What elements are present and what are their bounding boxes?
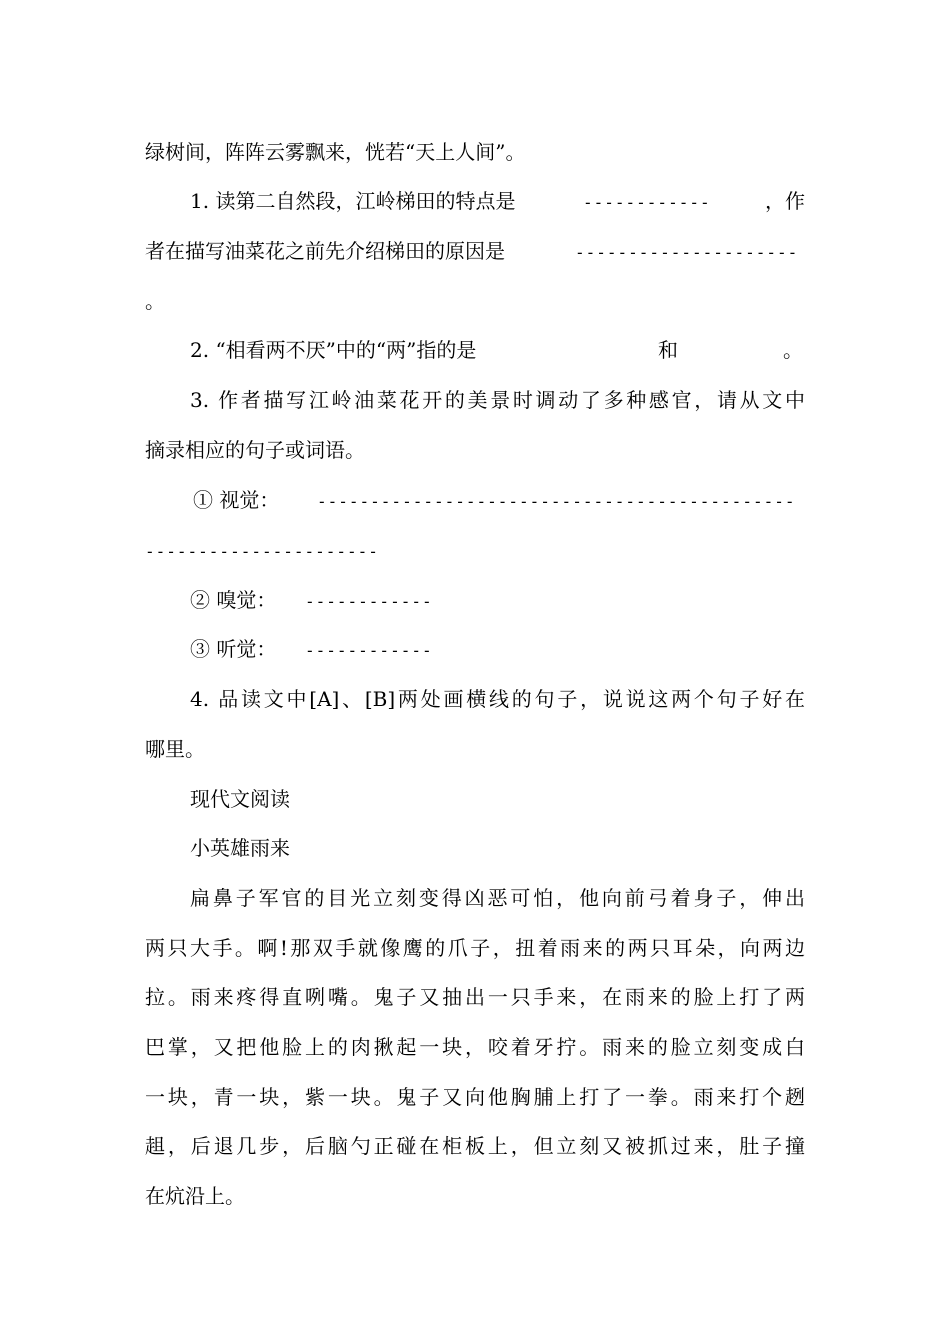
visual-blank-2[interactable]: ----------------------: [145, 542, 379, 561]
section-title: 现代文阅读: [190, 787, 290, 811]
visual-label: ① 视觉：: [193, 488, 280, 512]
hearing-label: ③ 听觉：: [190, 637, 277, 661]
story-line: 在炕沿上。: [145, 1184, 245, 1208]
story-line: 趄，后退几步，后脑勺正碰在柜板上，但立刻又被抓过来，肚子撞: [145, 1134, 805, 1158]
paragraph-ending: 绿树间，阵阵云雾飘来，恍若“天上人间”。: [145, 140, 526, 164]
smell-label: ② 嗅觉：: [190, 588, 277, 612]
question-1-end: 。: [145, 289, 165, 313]
question-2-connector: 和: [658, 338, 678, 362]
question-1-continuation: ，作: [765, 189, 805, 213]
story-line: 两只大手。啊!那双手就像鹰的爪子，扭着雨来的两只耳朵，向两边: [145, 936, 805, 960]
question-4-line-1: 4. 品读文中[A]、[B]两处画横线的句子，说说这两个句子好在: [190, 687, 805, 711]
question-2-label: 2. “相看两不厌”中的“两”指的是: [190, 338, 477, 362]
smell-blank[interactable]: ------------: [305, 592, 433, 611]
question-4-line-2: 哪里。: [145, 737, 205, 761]
hearing-blank[interactable]: ------------: [305, 641, 433, 660]
story-line: 一块，青一块，紫一块。鬼子又向他胸脯上打了一拳。雨来打个趔: [145, 1085, 805, 1109]
question-1-text: 者在描写油菜花之前先介绍梯田的原因是: [145, 239, 505, 263]
question-1-blank-1[interactable]: ------------: [583, 193, 711, 212]
question-1-blank-2[interactable]: ---------------------: [575, 243, 799, 262]
question-1-label: 1. 读第二自然段，江岭梯田的特点是: [190, 189, 516, 213]
story-line: 拉。雨来疼得直咧嘴。鬼子又抽出一只手来，在雨来的脸上打了两: [145, 985, 805, 1009]
question-3-line-1: 3. 作者描写江岭油菜花开的美景时调动了多种感官，请从文中: [190, 388, 805, 412]
story-line: 巴掌，又把他脸上的肉揪起一块，咬着牙拧。雨来的脸立刻变成白: [145, 1035, 805, 1059]
visual-blank-1[interactable]: ---------------------------------------------: [317, 492, 796, 511]
story-line: 扁鼻子军官的目光立刻变得凶恶可怕，他向前弓着身子，伸出: [190, 886, 805, 910]
story-title: 小英雄雨来: [190, 836, 290, 860]
question-3-line-2: 摘录相应的句子或词语。: [145, 438, 365, 462]
question-2-end: 。: [783, 338, 803, 362]
